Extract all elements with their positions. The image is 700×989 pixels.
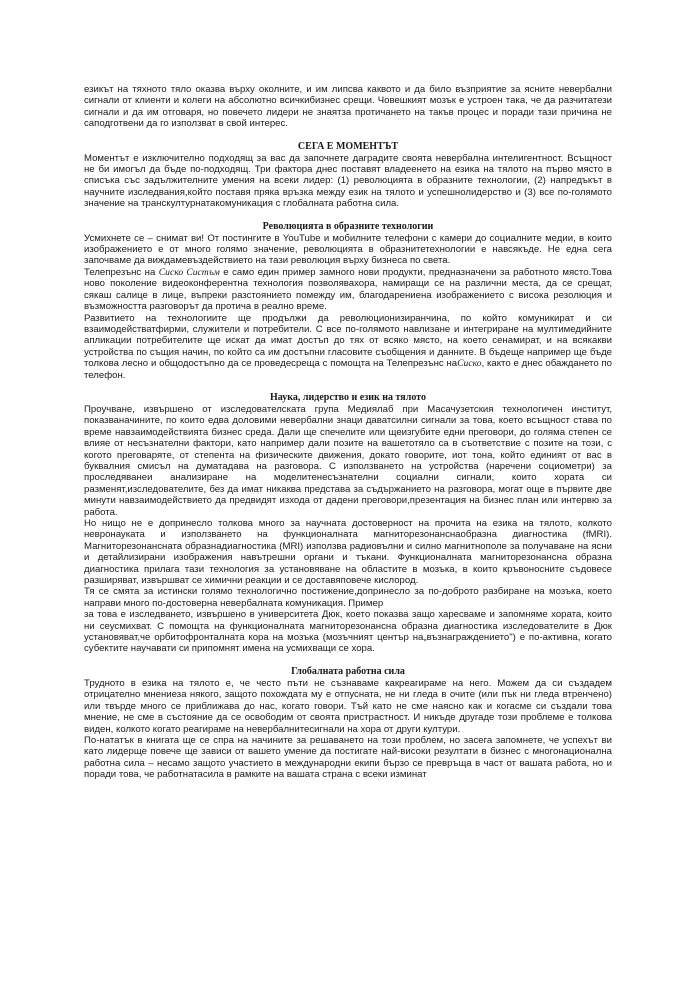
moment-paragraph: Моментът е изключително подходящ за вас да започнете дагрaдите своята невербална интелигентност. Всъщност не би имогъл да бъде по-подходящ. Три фактора днес поставят владеенето на езика на тялото на първо място в списъка със задължителните умения на всеки лидер: (1) революцията в образните технологии, (2) напредъкът в научните изследвания,който поставя пряка връзка между език на тялото и успешнолидерство и (3) все по-голямото значение на транскултурнатакомуникация с глобалната работна сила. <box>84 152 612 210</box>
spacer <box>84 130 612 141</box>
spacer <box>84 655 612 666</box>
text-run: Развитието на технологиите ще продължи да революционизиранчина, по който комуникират и си взаимодействатфирми, служители и потребители. С все по-голямото навлизане и интегриране на мултимедийните апликации потребителите ще искат да имат достъп до тях от всяко място, на което сенамират, и на всякакви устройства по същия начин, по който са им достъпни гласовите съобщения и данните. В бъдеще например ще бъде толкова лесно и общодостъпно да се проведесреща с помощта на Телепрезънс на <box>84 312 612 370</box>
section-heading-moment: СЕГА Е МОМЕНТЪТ <box>297 140 399 152</box>
science-paragraph-1: Проучване, извършено от изследователската група Медиялаб при Масачузетския технологичен институт, показваначините, по които едва доловими невербални знаци даватсилни сигнали за това, което всъщност става по време навзаимодействията бизнес среда. Дали ще спечелите или щеизгубите едни преговори, до голяма степен се влияе от несъзнателни фактори, като например дали позите на вашетотяло са в съответствие с позите на този, с когото преговаряте, от степента на физическите движения, докато говорите, иот тона, който единият от вас в буквалния смисъл на думатадава на разговора. С използването на устройства (наречени социометри) за проследяванеи анализиране на моделитенесъзнателни социални сигнали, които хората си разменят,изследователите, без да имат никаква представа за съдържанието на разговора, могат още в първите две минути навзаимодействието да предвидят изхода от дадени преговори,презентация на бизнес план или интервю за работа. <box>84 403 612 518</box>
global-paragraph-2: По-нататък в книгата ще се спра на начините за решаването на този проблем, но засега запомнете, че успехът ви като лидерще повече ще зависи от вашето умение да постигате най-високи резултати в бизнес с многонационална работна сила – несамо защото участието в международни екипи бързо се превръща в част от вашата работа, но и поради това, че работнатасила в рамките на вашата страна с всеки изминат <box>84 734 612 781</box>
science-paragraph-4: за това е изследването, извършено в университета Дюк, което показва защо харесваме и запомняме хората, които ни сеусмихват. С помощта на функционалната магниторезонансна образна диагностика изследователите в Дюк установяват,че орбитофронталната кора на мозъка (мозъчният център на„възнаграждението") е по-активна, когато субектите научавати си припомнят имена на усмихващи се хора. <box>84 609 612 655</box>
section-heading-science: Наука, лидерство и език на тялото <box>270 391 426 403</box>
spacer <box>84 210 612 221</box>
intro-paragraph: езикът на тяхното тяло оказва върху околните, и им липсва каквото и да било възприятие за ясните невербални сигнали от клиенти и колеги на абсолютно всичкибизнес срещи. Човешкият мозък е устроен така, че да разчитатези сигнали и да им отговаря, но повечето лидери не знаятза протичането на такъв процес и поради тази причина не саподготвени да го използват в свой интерес. <box>84 84 612 130</box>
brand-name: Сиско Систъм <box>158 266 220 278</box>
science-paragraph-3: Тя се смята за истински голямо технологично постижение,допринесло за по-доброто разбиране на мозъка, което направи много по-достоверна невербалната комуникация. Пример <box>84 586 612 609</box>
revolution-paragraph-3 <box>84 313 612 381</box>
revolution-paragraph-2 <box>84 267 612 313</box>
science-paragraph-2: Но нищо не е допринесло толкова много за научната достоверност на прочита на езика на тялото, колкото невронауката и използването на функционалната магниторезонанснаобразна диагностика (fMRI). Магниторезонансната образнадиагностика (MRI) използва радиовълни и силно магнитнополе за получаване на ясни и детайлизирани изображения навътрешни органи и тъкани. Функционалната магниторезонансна образна диагностика прилага тази технология за установяване на областите в мозъка, в които кръвоносните съдовесе разширяват, извършват се химични реакции и се доставяповече кислород. <box>84 518 612 587</box>
text-run: Телепрезънс на <box>84 266 159 278</box>
document-page <box>84 84 612 781</box>
spacer <box>84 381 612 392</box>
text-run: е само един пример замного нови продукти, предназначени за работното място.Това ново поколение видеоконферентна технология позволявахора, намиращи се на различни места, да се срещат, сякаш салице в лице, въпреки разстоянието помежду им, благодарениена изображението с висока резолюция и възможността разговорът да протича в реално време. <box>84 266 612 313</box>
section-heading-global: Глобалната работна сила <box>291 665 405 677</box>
revolution-paragraph-1: Усмихнете се – снимат ви! От постингите в YouTube и мобилните телефони с камери до социалните медии, в които изображението е от много голямо значение, революцията в образнитетехнологии е навсякъде. Не една сега започваме да виждамевъздействието на тази революция върху бизнеса по света. <box>84 232 612 267</box>
text-run: , както е днес обаждането по телефон. <box>84 358 612 381</box>
global-paragraph-1: Трудното в езика на тялото е, че често пъти не съзнаваме какреагираме на него. Можем да си създадем отрицателно мнениеза някого, защото похождата му е отпусната, не ни гледа в очите (или пък ни гледа втренчено) или твърде много се приближава до нас, когато говори. Тъй като не сме наясно как и когасме си създали това мнение, не сме в състояние да се освободим от своята пристрастност. И никъде другаде този проблеме е толкова виден, колкото когато реагираме на невербалнитесигнали на хора от други култури. <box>84 677 612 735</box>
section-heading-revolution: Революцията в образните технологии <box>262 220 434 232</box>
brand-name: Сиско <box>457 358 482 370</box>
